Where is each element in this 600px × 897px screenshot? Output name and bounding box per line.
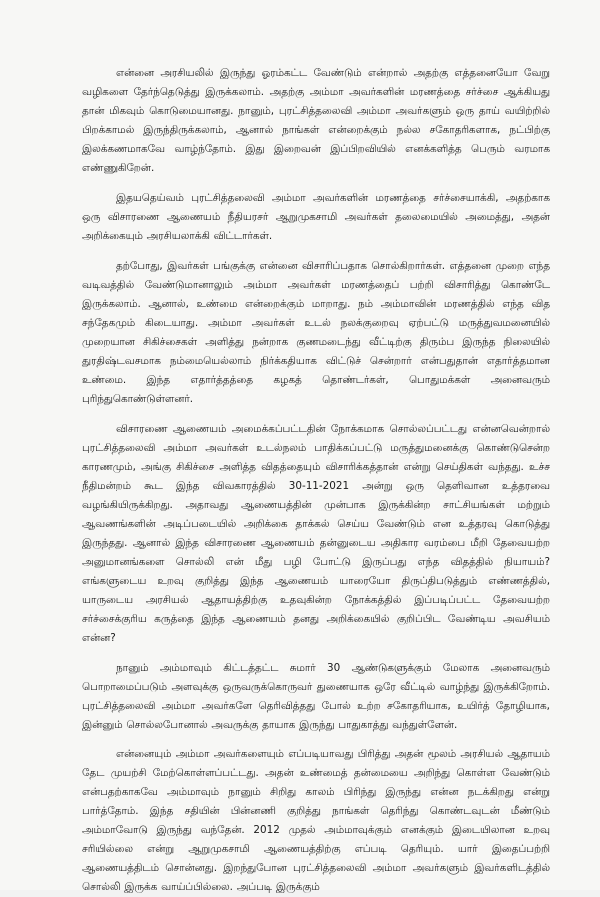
paragraph-3: தற்போது, இவர்கள் பங்குக்கு என்னை விசாரிப்பதாக சொல்கிறார்கள். எத்தனை முறை எந்த வடிவத்தில் வேண்டுமானாலும் அம்மா அவர்கள் மரணத்தைப் பற்றி விசாரித்து கொண்டே இருக்கலாம். ஆனால், உண்மை என்றைக்கும் மாறாது. நம் அம்மாவின் மரணத்தில் எந்த வித சந்தேகமும் கிடையாது. அம்மா அவர்கள் உடல் நலக்குறைவு ஏற்பட்டு மருத்துவமனையில் முறையான சிகிச்சைகள் அளித்து நன்றாக குணமடைந்து வீட்டிற்கு திரும்ப இருந்த நிலையில் துரதிஷ்டவசமாக நம்மையெல்லாம் நிர்க்கதியாக விட்டுச் சென்றார் என்பதுதான் எதார்த்தமான உண்மை. இந்த எதார்த்தத்தை கழகத் தொண்டர்கள், பொதுமக்கள் அனைவரும் புரிந்துகொண்டுள்ளனர். bbox=[82, 260, 550, 405]
paragraph-1: என்னை அரசியலில் இருந்து ஓரம்கட்ட வேண்டும் என்றால் அதற்கு எத்தனையோ வேறு வழிகளை தேர்ந்தெடுத்து இருக்கலாம். அதற்கு அம்மா அவர்களின் மரணத்தை சர்ச்சை ஆக்கியது தான் மிகவும் கொடுமையானது. நானும், புரட்சித்தலைவி அம்மா அவர்களும் ஒரு தாய் வயிற்றில் பிறக்காமல் இருந்திருக்கலாம், ஆனால் நாங்கள் என்றைக்கும் நல்ல சகோதரிகளாக, நட்பிற்கு இலக்கணமாகவே வாழ்ந்தோம். இது இறைவன் இப்பிறவியில் எனக்களித்த பெரும் வரமாக எண்ணுகிறேன். bbox=[82, 67, 550, 174]
paragraph-4: விசாரணை ஆணையம் அமைக்கப்பட்டதின் நோக்கமாக சொல்லப்பட்டது என்னவென்றால் புரட்சித்தலைவி அம்மா அவர்கள் உடல்நலம் பாதிக்கப்பட்டு மருத்துமனைக்கு கொண்டுசென்ற காரணமும், அங்கு சிகிச்சை அளித்த விதத்தையும் விசாரிக்கத்தான் என்று செய்திகள் வந்தது. உச்ச நீதிமன்றம் கூட இந்த விவகாரத்தில் 30-11-2021 அன்று ஒரு தெளிவான உத்தரவை வழங்கியிருக்கிறது. அதாவது ஆணையத்தின் முன்பாக இருக்கின்ற சாட்சியங்கள் மற்றும் ஆவணங்களின் அடிப்படையில் அறிக்கை தாக்கல் செய்ய வேண்டும் என உத்தரவு கொடுத்து இருந்தது. ஆனால் இந்த விசாரணை ஆணையம் தன்னுடைய அதிகார வரம்பை மீறி தேவையற்ற அனுமானங்களை சொல்லி என் மீது பழி போட்டு இருப்பது எந்த விதத்தில் நியாயம்? எங்களுடைய உறவு குறித்து இந்த ஆணையம் யாரையோ திருப்திபடுத்தும் எண்ணத்தில், யாருடைய அரசியல் ஆதாயத்திற்கு உதவுகின்ற நோக்கத்தில் இப்படிப்பட்ட தேவையற்ற சர்ச்சைக்குரிய கருத்தை இந்த ஆணையம் தனது அறிக்கையில் குறிப்பிட வேண்டிய அவசியம் என்ன? bbox=[82, 423, 550, 644]
paragraph-6: என்னையும் அம்மா அவர்களையும் எப்படியாவது பிரித்து அதன் மூலம் அரசியல் ஆதாயம் தேட முயற்சி மேற்கொள்ளப்பட்டது. அதன் உண்மைத் தன்மையை அறிந்து கொள்ள வேண்டும் என்பதற்காகவே அம்மாவும் நானும் சிறிது காலம் பிரிந்து இருந்து என்ன நடக்கிறது என்று பார்த்தோம். இந்த சதியின் பின்னணி குறித்து நாங்கள் தெரிந்து கொண்டவுடன் மீண்டும் அம்மாவோடு இருந்து வந்தேன். 2012 முதல் அம்மாவுக்கும் எனக்கும் இடையிலான உறவு சரியில்லை என்று ஆறுமுகசாமி ஆணையத்திற்கு எப்படி தெரியும். யார் இதைப்பற்றி ஆணையத்திடம் சொன்னது. இறந்துபோன புரட்சித்தலைவி அம்மா அவர்களும் இவர்களிடத்தில் சொல்லி இருக்க வாய்ப்பில்லை. அப்படி இருக்கும் bbox=[82, 748, 550, 893]
paragraph-5: நானும் அம்மாவும் கிட்டத்தட்ட சுமார் 30 ஆண்டுகளுக்கும் மேலாக அனைவரும் பொறாமைப்படும் அளவுக்கு ஒருவருக்கொருவர் துணையாக ஒரே வீட்டில் வாழ்ந்து இருக்கிறோம். புரட்சித்தலைவி அம்மா அவர்களே தெரிவித்தது போல் உற்ற சகோதரியாக, உயிர்த் தோழியாக, இன்னும் சொல்லபோனால் அவருக்கு தாயாக இருந்து பாதுகாத்து வந்துள்ளேன். bbox=[82, 662, 550, 731]
paragraph-2: இதயதெய்வம் புரட்சித்தலைவி அம்மா அவர்களின் மரணத்தை சர்ச்சையாக்கி, அதற்காக ஒரு விசாரணை ஆணையம் நீதியரசர் ஆறுமுகசாமி அவர்கள் தலைமையில் அமைத்து, அதன் அறிக்கையும் அரசியலாக்கி விட்டார்கள். bbox=[82, 192, 550, 242]
